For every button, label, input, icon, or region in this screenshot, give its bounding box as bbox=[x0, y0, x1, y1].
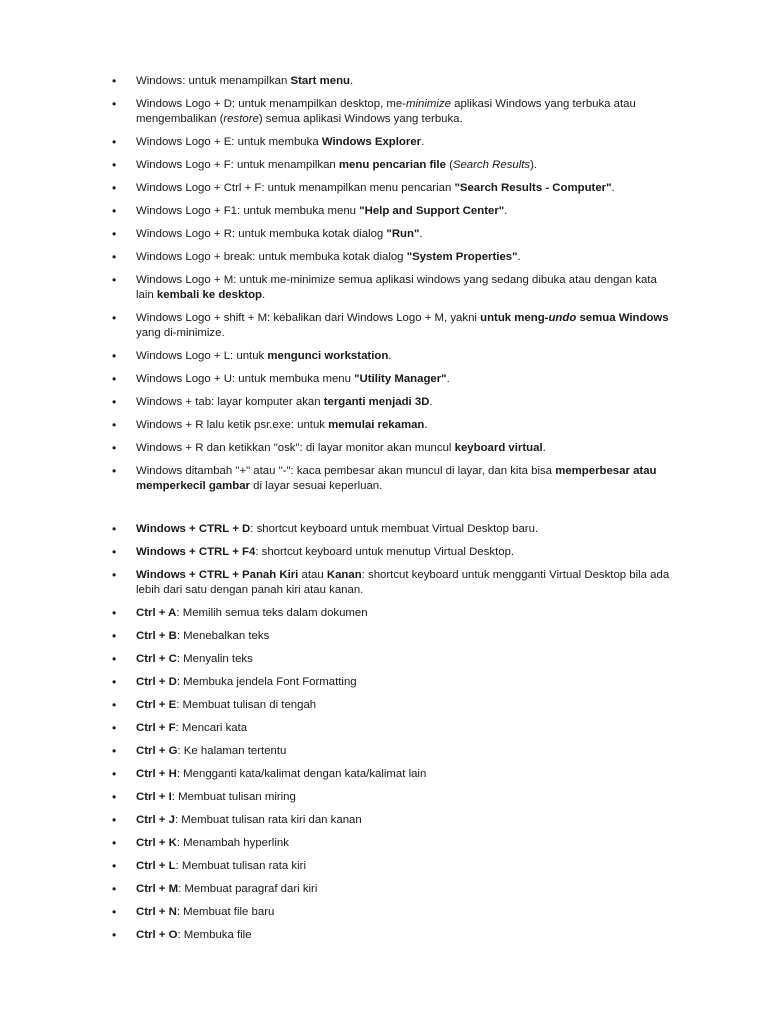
text-run: : Membuka file bbox=[177, 929, 252, 941]
list-item bbox=[136, 158, 676, 173]
text-run: ( bbox=[445, 159, 453, 171]
list-item bbox=[136, 227, 676, 242]
text-run: . bbox=[262, 289, 266, 301]
text-run: Windows + R lalu ketik psr.exe: untuk bbox=[136, 419, 329, 431]
emphasized-text: Ctrl + O bbox=[136, 929, 178, 941]
text-run: Windows Logo + R: untuk membuka kotak dialog bbox=[136, 228, 387, 240]
text-run: : Mengganti kata/kalimat dengan kata/kalimat lain bbox=[176, 768, 427, 780]
text-run: Windows ditambah "+" atau "-": kaca pembesar akan muncul di layar, dan kita bisa bbox=[136, 465, 556, 477]
emphasized-text: Ctrl + M bbox=[136, 883, 179, 895]
emphasized-text: Ctrl + L bbox=[136, 860, 176, 872]
emphasized-text: terganti menjadi 3D bbox=[323, 396, 430, 408]
text-run: Windows Logo + M: untuk me-minimize semua aplikasi windows yang sedang dibuka atau dengan kata lain bbox=[136, 274, 657, 301]
emphasized-text: "Run" bbox=[386, 228, 420, 240]
list-item bbox=[136, 928, 676, 943]
emphasized-text: "System Properties" bbox=[406, 251, 518, 263]
emphasized-text: Ctrl + K bbox=[136, 837, 177, 849]
emphasized-text: memulai rekaman bbox=[328, 419, 425, 431]
text-run: Windows Logo + shift + M: kebalikan dari Windows Logo + M, yakni bbox=[136, 312, 481, 324]
text-run: yang di-minimize. bbox=[136, 327, 225, 339]
emphasized-text: Ctrl + B bbox=[136, 630, 177, 642]
text-run: . bbox=[424, 419, 428, 431]
list-item bbox=[136, 882, 676, 897]
text-run: : Membuat tulisan rata kiri dan kanan bbox=[174, 814, 362, 826]
emphasized-text: "Utility Manager" bbox=[354, 373, 447, 385]
list-item bbox=[136, 721, 676, 736]
list-item bbox=[136, 767, 676, 782]
text-run: Windows + R dan ketikkan "osk": di layar monitor akan muncul bbox=[136, 442, 455, 454]
text-run: Windows Logo + Ctrl + F: untuk menampilkan menu pencarian bbox=[136, 182, 455, 194]
text-run: : shortcut keyboard untuk mengganti Virtual Desktop bila ada lebih dari satu dengan panah kiri atau kanan. bbox=[136, 569, 670, 596]
text-run: : Membuat tulisan di tengah bbox=[176, 699, 317, 711]
list-item bbox=[136, 568, 676, 598]
emphasized-text: Ctrl + N bbox=[136, 906, 177, 918]
text-run: . bbox=[388, 350, 392, 362]
emphasized-text: Windows Explorer bbox=[321, 136, 422, 148]
list-item bbox=[136, 698, 676, 713]
emphasized-text: Search Results bbox=[452, 159, 531, 171]
text-run: : Membuat file baru bbox=[176, 906, 275, 918]
text-run: . bbox=[611, 182, 615, 194]
text-run: ) semua aplikasi Windows yang terbuka. bbox=[258, 113, 463, 125]
emphasized-text: "Search Results - Computer" bbox=[454, 182, 612, 194]
list-item bbox=[136, 859, 676, 874]
list-item bbox=[136, 395, 676, 410]
text-run: : Ke halaman tertentu bbox=[177, 745, 287, 757]
list-item bbox=[136, 744, 676, 759]
text-run: aplikasi Windows yang terbuka atau mengembalikan ( bbox=[136, 98, 636, 125]
text-run: ). bbox=[530, 159, 538, 171]
list-item bbox=[136, 836, 676, 851]
list-item bbox=[136, 204, 676, 219]
text-run: : Membuat tulisan rata kiri bbox=[175, 860, 306, 872]
list-item bbox=[136, 441, 676, 456]
emphasized-text: minimize bbox=[406, 98, 451, 110]
emphasized-text: menu pencarian file bbox=[338, 159, 446, 171]
text-run: : Membuat paragraf dari kiri bbox=[178, 883, 318, 895]
emphasized-text: Ctrl + I bbox=[136, 791, 172, 803]
list-item bbox=[136, 905, 676, 920]
text-run: . bbox=[504, 205, 508, 217]
text-run: : Menebalkan teks bbox=[176, 630, 270, 642]
emphasized-text: Windows + CTRL + Panah Kiri bbox=[136, 569, 299, 581]
list-item bbox=[136, 522, 676, 537]
list-item bbox=[136, 135, 676, 150]
text-run: Windows Logo + L: untuk bbox=[136, 350, 268, 362]
text-run: di layar sesuai keperluan. bbox=[249, 480, 383, 492]
text-run: : Membuka jendela Font Formatting bbox=[176, 676, 357, 688]
emphasized-text: Kanan bbox=[326, 569, 362, 581]
emphasized-text: Ctrl + D bbox=[136, 676, 177, 688]
text-run: . bbox=[421, 136, 425, 148]
text-run: : Mencari kata bbox=[175, 722, 248, 734]
list-item bbox=[136, 606, 676, 621]
emphasized-text: Windows + CTRL + F4 bbox=[136, 546, 256, 558]
emphasized-text: Ctrl + A bbox=[136, 607, 177, 619]
list-item bbox=[136, 349, 676, 364]
list-item bbox=[136, 273, 676, 303]
list-item bbox=[136, 464, 676, 494]
text-run: . bbox=[429, 396, 433, 408]
text-run: . bbox=[349, 75, 354, 87]
emphasized-text: restore bbox=[223, 113, 259, 125]
text-run: Windows Logo + F1: untuk membuka menu bbox=[136, 205, 360, 217]
text-run: Windows Logo + E: untuk membuka bbox=[136, 136, 322, 148]
emphasized-text: Ctrl + H bbox=[136, 768, 177, 780]
emphasized-text: Ctrl + F bbox=[136, 722, 176, 734]
emphasized-text: Start menu bbox=[290, 75, 350, 87]
text-run: Windows: untuk menampilkan bbox=[136, 75, 291, 87]
list-item bbox=[136, 250, 676, 265]
list-item bbox=[136, 74, 676, 89]
list-item bbox=[136, 372, 676, 387]
list-item bbox=[136, 813, 676, 828]
list-item bbox=[136, 311, 676, 341]
emphasized-text: keyboard virtual bbox=[454, 442, 543, 454]
text-run: . bbox=[517, 251, 521, 263]
list-item bbox=[136, 97, 676, 127]
text-run: . bbox=[542, 442, 546, 454]
text-run: : Membuat tulisan miring bbox=[171, 791, 296, 803]
emphasized-text: undo bbox=[548, 312, 577, 324]
text-run: : Menambah hyperlink bbox=[176, 837, 289, 849]
emphasized-text: kembali ke desktop bbox=[156, 289, 262, 301]
emphasized-text: untuk meng- bbox=[480, 312, 549, 324]
emphasized-text: Ctrl + C bbox=[136, 653, 177, 665]
text-run: . bbox=[446, 373, 450, 385]
text-run: : Memilih semua teks dalam dokumen bbox=[176, 607, 368, 619]
list-item bbox=[136, 629, 676, 644]
emphasized-text: Ctrl + J bbox=[136, 814, 175, 826]
text-run: . bbox=[419, 228, 423, 240]
emphasized-text: "Help and Support Center" bbox=[359, 205, 505, 217]
text-run: Windows + tab: layar komputer akan bbox=[136, 396, 324, 408]
text-run: Windows Logo + D: untuk menampilkan desktop, me- bbox=[136, 98, 407, 110]
text-run: atau bbox=[298, 569, 327, 581]
list-item bbox=[136, 675, 676, 690]
list-item bbox=[136, 790, 676, 805]
text-run: : shortcut keyboard untuk menutup Virtual Desktop. bbox=[255, 546, 515, 558]
list-item bbox=[136, 545, 676, 560]
emphasized-text: semua Windows bbox=[576, 312, 669, 324]
emphasized-text: memperbesar atau memperkecil gambar bbox=[136, 465, 657, 492]
emphasized-text: Windows + CTRL + D bbox=[136, 523, 251, 535]
text-run: : Menyalin teks bbox=[176, 653, 253, 665]
list-item bbox=[136, 652, 676, 667]
text-run: Windows Logo + F: untuk menampilkan bbox=[136, 159, 339, 171]
list-item bbox=[136, 418, 676, 433]
emphasized-text: Ctrl + G bbox=[136, 745, 178, 757]
emphasized-text: mengunci workstation bbox=[267, 350, 389, 362]
emphasized-text: Ctrl + E bbox=[136, 699, 177, 711]
text-run: : shortcut keyboard untuk membuat Virtual Desktop baru. bbox=[250, 523, 539, 535]
text-run: Windows Logo + break: untuk membuka kotak dialog bbox=[136, 251, 407, 263]
text-run: Windows Logo + U: untuk membuka menu bbox=[136, 373, 355, 385]
list-item bbox=[136, 181, 676, 196]
